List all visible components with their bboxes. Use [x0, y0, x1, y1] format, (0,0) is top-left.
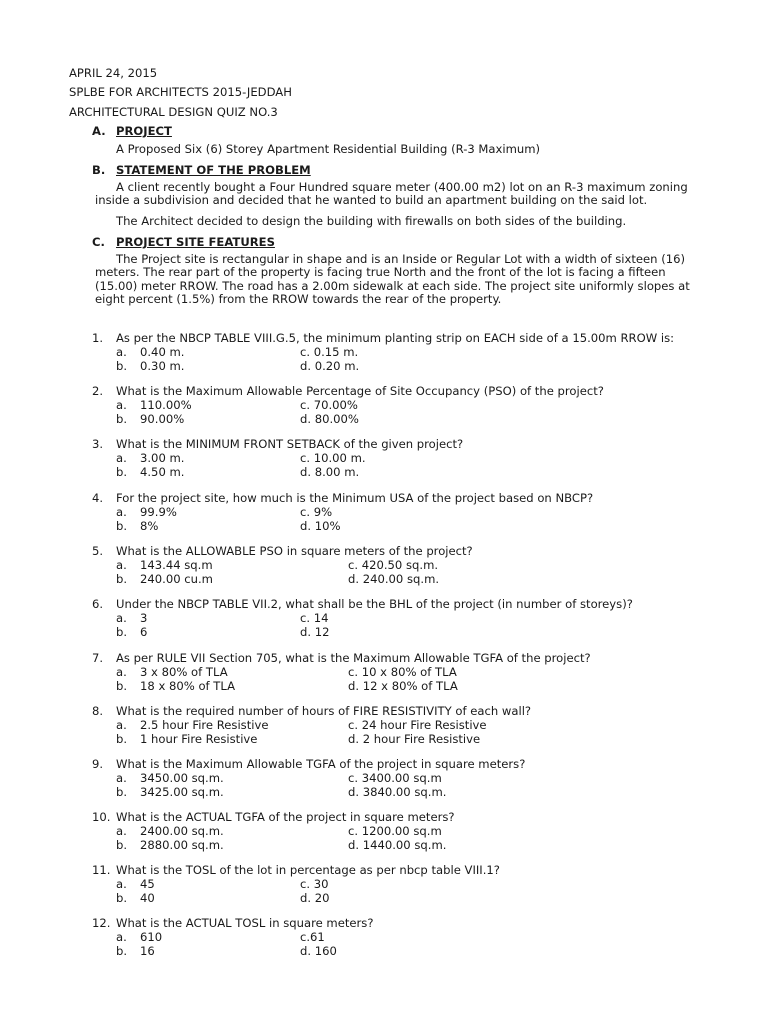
option-text: 0.40 m. [140, 345, 185, 359]
option-text: d. 8.00 m. [300, 465, 360, 479]
option-c [348, 558, 438, 572]
option-text: c. 9% [300, 505, 333, 519]
question-text [92, 864, 500, 877]
option-a [116, 665, 228, 679]
option-text: d. 240.00 sq.m. [348, 572, 440, 586]
question-text [92, 705, 531, 718]
option-letter: b. [116, 944, 128, 958]
option-text: 16 [140, 944, 155, 958]
option-d [300, 519, 341, 533]
question-stem: What is the TOSL of the lot in percentage as per nbcp table VIII.1? [116, 863, 500, 877]
option-a [116, 398, 192, 412]
question-number: 10. [92, 810, 111, 824]
option-letter: b. [116, 572, 128, 586]
option-text: d. 80.00% [300, 412, 359, 426]
option-text: c. 70.00% [300, 398, 358, 412]
option-d [300, 412, 359, 426]
section-b-paragraph-2: The Architect decided to design the building with firewalls on both sides of the building. [116, 214, 627, 228]
option-letter: b. [116, 465, 128, 479]
question-text [92, 917, 374, 930]
option-letter: b. [116, 519, 128, 533]
option-b [116, 519, 158, 533]
option-c [300, 505, 332, 519]
question-number: 6. [92, 597, 104, 611]
option-letter: a. [116, 824, 127, 838]
option-text: 3 x 80% of TLA [140, 665, 228, 679]
question-number: 11. [92, 863, 111, 877]
option-c [348, 718, 487, 732]
option-letter: b. [116, 625, 128, 639]
option-d [348, 572, 439, 586]
quiz-title: ARCHITECTURAL DESIGN QUIZ NO.3 [69, 105, 278, 119]
option-text: 3450.00 sq.m. [140, 771, 224, 785]
question-stem: Under the NBCP TABLE VII.2, what shall be the BHL of the project (in number of storeys)? [116, 597, 633, 611]
question-text [92, 652, 591, 665]
question-text [92, 545, 473, 558]
option-letter: b. [116, 679, 128, 693]
question-stem: What is the ALLOWABLE PSO in square meters of the project? [116, 544, 473, 558]
option-a [116, 505, 177, 519]
option-letter: b. [116, 838, 128, 852]
option-text: 1 hour Fire Resistive [140, 732, 258, 746]
option-b [116, 732, 257, 746]
option-text: 110.00% [140, 398, 192, 412]
option-text: 3 [140, 611, 148, 625]
option-text: 3.00 m. [140, 451, 185, 465]
question-stem: What is the Maximum Allowable TGFA of the project in square meters? [116, 757, 526, 771]
question-text [92, 385, 604, 398]
option-d [300, 625, 329, 639]
option-text: d. 160 [300, 944, 337, 958]
option-text: d. 0.20 m. [300, 359, 360, 373]
question-stem: What is the ACTUAL TGFA of the project in square meters? [116, 810, 455, 824]
option-letter: b. [116, 891, 128, 905]
option-c [348, 824, 442, 838]
question-text [92, 492, 593, 505]
option-a [116, 558, 213, 572]
option-text: 0.30 m. [140, 359, 185, 373]
question-text [92, 332, 674, 345]
option-c [300, 611, 329, 625]
option-c [348, 771, 442, 785]
question-number: 2. [92, 384, 104, 398]
option-c [300, 398, 358, 412]
option-text: 2.5 hour Fire Resistive [140, 718, 269, 732]
option-c [300, 877, 329, 891]
date-line: APRIL 24, 2015 [69, 66, 158, 80]
option-letter: b. [116, 732, 128, 746]
question-number: 4. [92, 491, 104, 505]
section-a-title: PROJECT [116, 124, 172, 138]
option-text: c. 24 hour Fire Resistive [348, 718, 487, 732]
section-b-letter: B. [92, 163, 106, 177]
option-text: 610 [140, 930, 163, 944]
question-text [92, 811, 455, 824]
option-text: c. 0.15 m. [300, 345, 359, 359]
option-letter: a. [116, 771, 127, 785]
question-number: 9. [92, 757, 104, 771]
option-letter: b. [116, 359, 128, 373]
option-text: d. 12 x 80% of TLA [348, 679, 458, 693]
option-a [116, 451, 184, 465]
option-text: d. 3840.00 sq.m. [348, 785, 447, 799]
option-text: 8% [140, 519, 159, 533]
option-c [300, 930, 325, 944]
option-a [116, 771, 224, 785]
event-line: SPLBE FOR ARCHITECTS 2015-JEDDAH [69, 85, 292, 99]
option-b [116, 412, 184, 426]
option-text: 2400.00 sq.m. [140, 824, 224, 838]
option-d [300, 465, 359, 479]
option-text: 6 [140, 625, 148, 639]
option-text: 3425.00 sq.m. [140, 785, 224, 799]
section-b-title: STATEMENT OF THE PROBLEM [116, 163, 311, 177]
option-a [116, 877, 155, 891]
option-text: c. 420.50 sq.m. [348, 558, 439, 572]
question-stem: For the project site, how much is the Minimum USA of the project based on NBCP? [116, 491, 594, 505]
option-d [348, 679, 458, 693]
option-text: 45 [140, 877, 155, 891]
question-number: 7. [92, 651, 104, 665]
question-stem: As per the NBCP TABLE VIII.G.5, the minimum planting strip on EACH side of a 15.00m RROW is: [116, 331, 675, 345]
option-c [300, 451, 366, 465]
section-c-paragraph: The Project site is rectangular in shape and is an Inside or Regular Lot with a width of sixteen (16) meters. The rear part of the property is facing true North and the front of the lot is facing a fifteen (15.00) meter RROW. The road has a 2.00m sidewalk at each side. The project site uniformly slopes at eight percent (1.5%) from the RROW towards the rear of the property. [95, 252, 690, 306]
option-d [300, 359, 359, 373]
option-b [116, 679, 235, 693]
option-text: c. 10 x 80% of TLA [348, 665, 457, 679]
option-d [300, 891, 329, 905]
section-b-heading [92, 163, 311, 177]
option-letter: a. [116, 398, 127, 412]
option-text: 40 [140, 891, 155, 905]
option-a [116, 611, 147, 625]
option-d [348, 785, 446, 799]
option-a [116, 824, 224, 838]
option-text: 18 x 80% of TLA [140, 679, 236, 693]
option-text: 240.00 cu.m [140, 572, 213, 586]
option-b [116, 359, 184, 373]
question-text [92, 438, 463, 451]
section-c-title: PROJECT SITE FEATURES [116, 235, 275, 249]
option-text: c.61 [300, 930, 325, 944]
option-letter: b. [116, 785, 128, 799]
option-letter: a. [116, 665, 127, 679]
option-b [116, 572, 213, 586]
question-text [92, 598, 633, 611]
option-text: d. 10% [300, 519, 341, 533]
option-text: 2880.00 sq.m. [140, 838, 224, 852]
option-b [116, 838, 224, 852]
option-d [300, 944, 337, 958]
question-stem: As per RULE VII Section 705, what is the Maximum Allowable TGFA of the project? [116, 651, 591, 665]
option-c [348, 665, 457, 679]
option-letter: a. [116, 877, 127, 891]
section-b-paragraph-1: A client recently bought a Four Hundred square meter (400.00 m2) lot on an R-3 maximum zoning inside a subdivision and decided that he wanted to build an apartment building on the said lot. [95, 180, 688, 208]
option-a [116, 718, 268, 732]
option-c [300, 345, 358, 359]
option-a [116, 930, 162, 944]
option-letter: a. [116, 930, 127, 944]
option-d [348, 732, 480, 746]
option-text: c. 10.00 m. [300, 451, 366, 465]
option-letter: a. [116, 718, 127, 732]
question-stem: What is the Maximum Allowable Percentage of Site Occupancy (PSO) of the project? [116, 384, 604, 398]
question-number: 5. [92, 544, 104, 558]
option-text: c. 3400.00 sq.m [348, 771, 442, 785]
option-letter: a. [116, 611, 127, 625]
option-letter: a. [116, 451, 127, 465]
question-number: 3. [92, 437, 104, 451]
option-text: c. 30 [300, 877, 329, 891]
option-letter: a. [116, 345, 127, 359]
option-text: 99.9% [140, 505, 177, 519]
option-b [116, 944, 155, 958]
question-stem: What is the required number of hours of FIRE RESISTIVITY of each wall? [116, 704, 532, 718]
option-text: 90.00% [140, 412, 185, 426]
section-a-letter: A. [92, 124, 106, 138]
question-number: 8. [92, 704, 104, 718]
question-number: 1. [92, 331, 104, 345]
option-b [116, 891, 155, 905]
section-a-heading [92, 124, 172, 138]
option-text: d. 2 hour Fire Resistive [348, 732, 481, 746]
option-text: 143.44 sq.m [140, 558, 213, 572]
option-text: c. 1200.00 sq.m [348, 824, 442, 838]
section-a-paragraph: A Proposed Six (6) Storey Apartment Residential Building (R-3 Maximum) [116, 142, 541, 156]
option-letter: b. [116, 412, 128, 426]
question-text [92, 758, 525, 771]
option-text: c. 14 [300, 611, 329, 625]
option-d [348, 838, 446, 852]
question-stem: What is the MINIMUM FRONT SETBACK of the given project? [116, 437, 464, 451]
option-a [116, 345, 184, 359]
option-b [116, 785, 224, 799]
option-letter: a. [116, 558, 127, 572]
option-b [116, 465, 184, 479]
section-c-heading [92, 235, 275, 249]
option-b [116, 625, 147, 639]
question-number: 12. [92, 916, 111, 930]
option-letter: a. [116, 505, 127, 519]
option-text: d. 1440.00 sq.m. [348, 838, 447, 852]
option-text: d. 12 [300, 625, 330, 639]
option-text: 4.50 m. [140, 465, 185, 479]
option-text: d. 20 [300, 891, 330, 905]
question-stem: What is the ACTUAL TOSL in square meters? [116, 916, 374, 930]
section-c-letter: C. [92, 235, 105, 249]
